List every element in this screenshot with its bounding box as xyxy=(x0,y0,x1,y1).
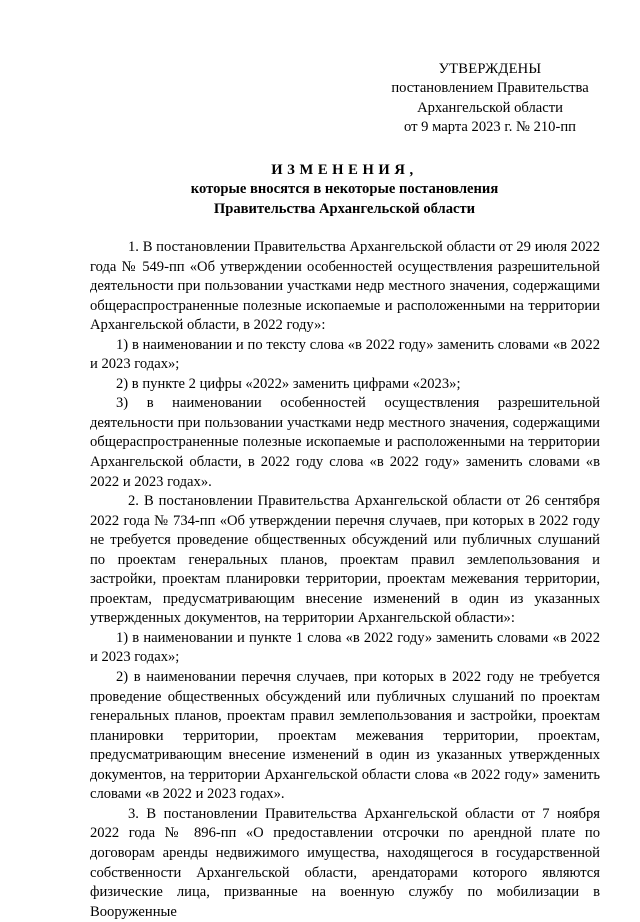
approval-region: Архангельской области xyxy=(417,99,563,116)
paragraph-1: 1. В постановлении Правительства Архангельской области от 29 июля 2022 года № 549-пп «Об утверждении особенностей осуществления разрешительной деятельности при пользовании участками недр местного значения, содержащими общераспространенные полезные ископаемые и расположенными на территории Архангельской области, в 2022 году»: xyxy=(90,239,600,334)
approval-stamp xyxy=(375,60,605,138)
document-subtitle-line-1: которые вносятся в некоторые постановления xyxy=(190,181,499,198)
paragraph-1-item-3: 3) в наименовании особенностей осуществления разрешительной деятельности при пользовании участками недр местного значения, содержащими общераспространенные полезные ископаемые и расположенными на территории Архангельской области, в 2022 году слова «в 2022 году» заменить словами «в 2022 и 2023 годах». xyxy=(90,395,600,490)
document-subtitle-line-2: Правительства Архангельской области xyxy=(213,200,476,217)
approval-authority: постановлением Правительства xyxy=(391,80,589,97)
paragraph-3: 3. В постановлении Правительства Архангельской области от 7 ноября 2022 года № 896-пп «О предоставлении отсрочки по арендной плате по договорам аренды недвижимого имущества, находящегося в государственной собственности Архангельской области, арендаторами которого являются физические лица, призванные на военную службу по мобилизации в Вооруженные xyxy=(90,805,600,920)
paragraph-2: 2. В постановлении Правительства Архангельской области от 26 сентября 2022 года № 734-пп «Об утверждении перечня случаев, при которых в 2022 году не требуется проведение общественных обсуждений или публичных слушаний по проектам генеральных планов, проектам правил землепользования и застройки, проектам планировки территории, проектам межевания территории, проектам, предусматривающим внесение изменений в один из указанных утвержденных документов, на территории Архангельской области»: xyxy=(90,493,600,627)
paragraph-1-item-1: 1) в наименовании и по тексту слова «в 2022 году» заменить словами «в 2022 и 2023 годах»; xyxy=(90,336,600,373)
paragraph-1-item-2: 2) в пункте 2 цифры «2022» заменить цифрами «2023»; xyxy=(116,375,461,392)
document-heading xyxy=(90,161,599,219)
document-body xyxy=(90,238,600,922)
paragraph-2-item-1: 1) в наименовании и пункте 1 слова «в 2022 году» заменить словами «в 2022 и 2023 годах»; xyxy=(90,629,600,666)
document-title: ИЗМЕНЕНИЯ, xyxy=(271,162,418,178)
paragraph-2-item-2: 2) в наименовании перечня случаев, при которых в 2022 году не требуется проведение общественных обсуждений или публичных слушаний по проектам генеральных планов, проектам правил землепользования и застройки, проектам планировки территории, проектам межевания территории, проектам, предусматривающим внесение изменений в один из указанных утвержденных документов, на территории Архангельской области слова «в 2022 году» заменить словами «в 2022 и 2023 годах». xyxy=(90,669,600,803)
approval-date-number: от 9 марта 2023 г. № 210-пп xyxy=(404,119,576,136)
approval-heading: УТВЕРЖДЕНЫ xyxy=(438,61,542,77)
